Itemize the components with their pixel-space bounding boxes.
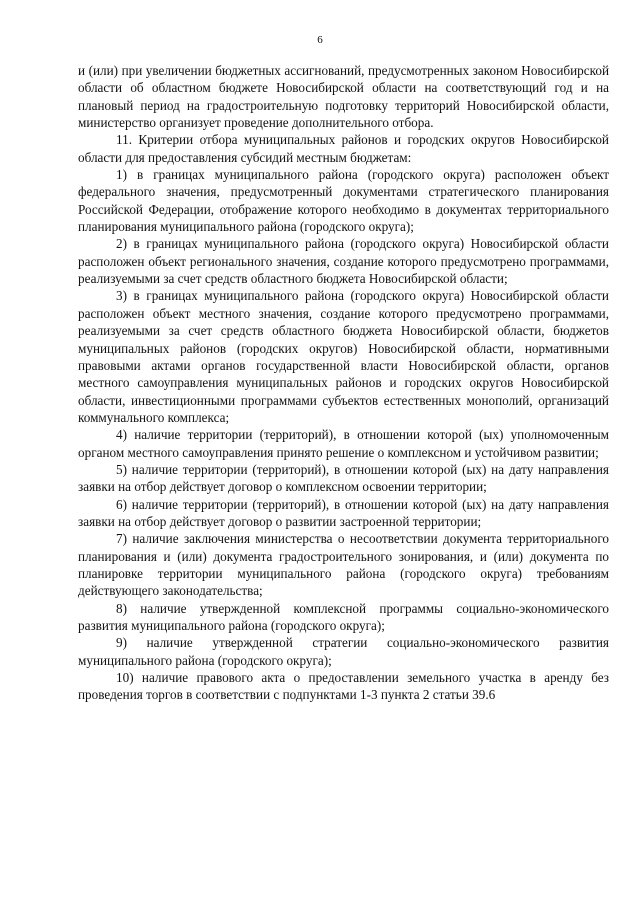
criterion-8: 8) наличие утвержденной комплексной программы социально-экономического развития муниципального района (городского округа); [78, 600, 609, 633]
criterion-9: 9) наличие утвержденной стратегии социально-экономического развития муниципального района (городского округа); [78, 635, 609, 668]
criterion-6: 6) наличие территории (территорий), в отношении которой (ых) на дату направления заявки на отбор действует договор о развитии застроенной территории; [78, 496, 609, 529]
page-number: 6 [317, 34, 323, 46]
criterion-1: 1) в границах муниципального района (городского округа) расположен объект федерального значения, предусмотренный документами стратегического планирования Российской Федерации, отображение которого необходимо в документах территориального планирования муниципального района (городского округа); [78, 167, 609, 235]
criterion-7: 7) наличие заключения министерства о несоответствии документа территориального планирования и (или) документа градостроительного зонирования, и (или) документа по планировке территории муниципального района (городского округа) требованиям действующего законодательства; [78, 531, 609, 599]
paragraph-continuation: и (или) при увеличении бюджетных ассигнований, предусмотренных законом Новосибирской области об областном бюджете Новосибирской области на соответствующий год и на плановый период на градостроительную подготовку территорий Новосибирской области, министерство организует проведение дополнительного отбора. [78, 63, 609, 131]
criterion-5: 5) наличие территории (территорий), в отношении которой (ых) на дату направления заявки на отбор действует договор о комплексном освоении территории; [78, 461, 609, 495]
paragraph-section-11: 11. Критерии отбора муниципальных районов и городских округов Новосибирской области для предоставления субсидий местным бюджетам: [78, 132, 609, 165]
criterion-2: 2) в границах муниципального района (городского округа) Новосибирской области расположен объект регионального значения, создание которого предусмотрено программами, реализуемыми за счет средств областного бюджета Новосибирской области; [78, 236, 609, 287]
criterion-10: 10) наличие правового акта о предоставлении земельного участка в аренду без проведения торгов в соответствии с подпунктами 1-3 пункта 2 статьи 39.6 [78, 670, 609, 703]
criterion-4: 4) наличие территории (территорий), в отношении которой (ых) уполномоченным органом местного самоуправления принято решение о комплексном и устойчивом развитии; [78, 427, 609, 460]
document-body [78, 62, 609, 704]
criterion-3: 3) в границах муниципального района (городского округа) Новосибирской области расположен объект местного значения, создание которого предусмотрено программами, реализуемыми за счет средств областного бюджета Новосибирской области, бюджетов муниципальных районов (городских округов) Новосибирской области, нормативными правовыми актами органов государственной власти Новосибирской области, органов местного самоуправления муниципальных районов и городских округов Новосибирской области, инвестиционными программами субъектов естественных монополий, организаций коммунального комплекса; [78, 288, 609, 425]
